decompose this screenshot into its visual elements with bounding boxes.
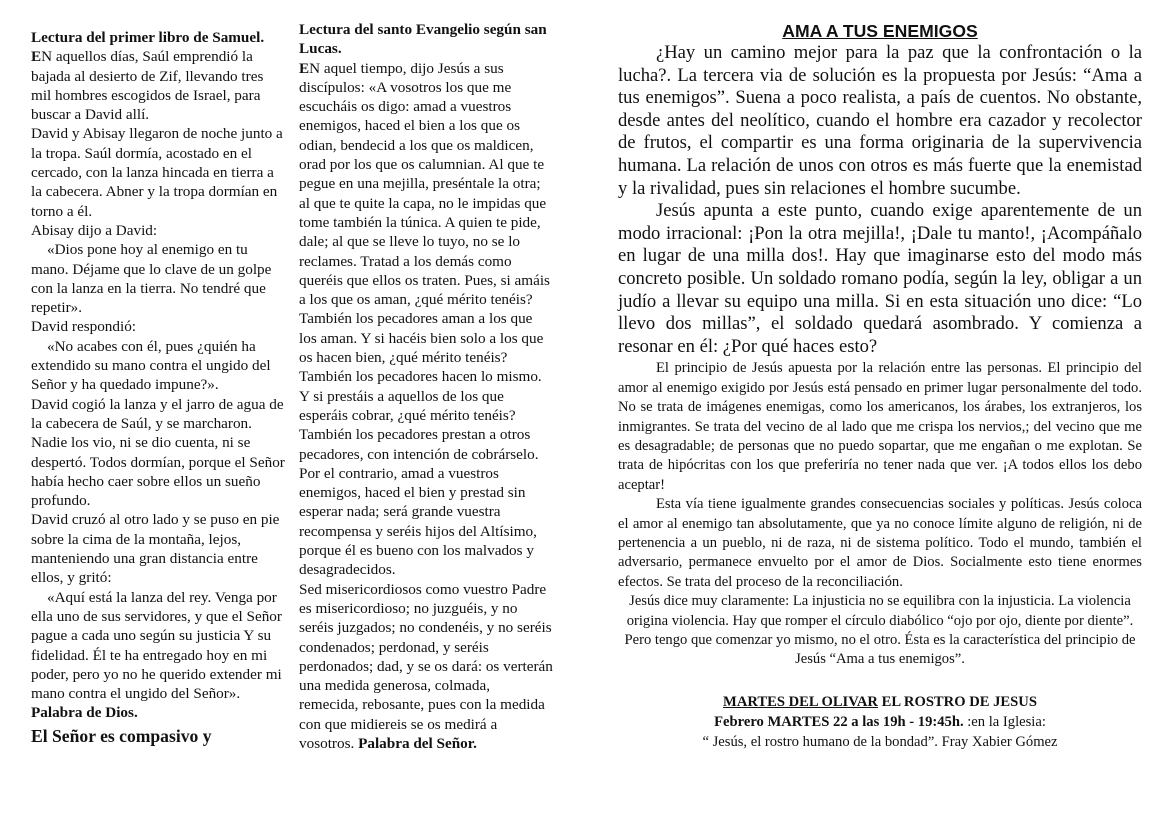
first-reading-paragraph: Abisay dijo a David: [31,221,158,239]
reflection-paragraph: ¿Hay un camino mejor para la paz que la confrontación o la lucha?. La tercera via de solución es la propuesta por Jesús: “Ama a tus enemigos”. Suena a poco realista, a país de cuentos. No obstante, desde antes del neolítico, cuando el hombre era cazador y recolector de frutos, el compartir es una forma originaria de la supervivencia humana. La relación de unos con otros es más fuerte que la enemistad y la rivalidad, pues sin relaciones el hombre sucumbe. [618,42,1142,199]
reflection-paragraph: Esta vía tiene igualmente grandes consecuencias sociales y políticas. Jesús coloca el amor al enemigo tan absolutamente, que ya no conoce límite alguno de religión, ni de pertenencia a un pueblo, ni de raza, ni de sistema político. Todo el mundo, también el adversario, permanece envuelto por el amor de Dios. Socialmente esto tiene enormes efectos. Se trata del proceso de la reconciliación. [618,496,1142,590]
first-reading-paragraph: David cruzó al otro lado y se puso en pie sobre la cima de la montaña, lejos, manteniendo una gran distancia entre ellos, y gritó: [31,511,280,587]
event-talk: “ Jesús, el rostro humano de la bondad”. Fray Xabier Gómez [702,733,1058,750]
gospel-title: Lectura del santo Evangelio según san Lucas. [299,21,547,58]
reflection-paragraph: El principio de Jesús apuesta por la relación entre las personas. El principio del amor al enemigo exigido por Jesús está pensado en primer lugar personalmente del todo. No se trata de imágenes enemigas, como los americanos, los árabes, los extranjeros, los inmigrantes. Se trata del vecino de al lado que me crispa los nervios,; del vecino que me es desagradable; de personas que no puedo sopartar, que me engañan o me explotan. Se trata de hipócritas con los que preferiría no tener nada que ver. ¡A todos ellos los debo aceptar! [618,360,1142,493]
gospel-column [299,20,553,753]
first-reading-quote: «No acabes con él, pues ¿quién ha extendido su mano contra el ungido del Señor y ha quedado impune?». [31,337,271,394]
gospel-paragraph: Y si prestáis a aquellos de los que esperáis cobrar, ¿qué mérito tenéis? También los pecadores prestan a otros pecadores, con intención de cobrárselo. [299,387,539,463]
reflection-intro [618,42,1142,358]
gospel-paragraph: EN aquel tiempo, dijo Jesús a sus discípulos: «A vosotros los que me escucháis os digo: amad a vuestros enemigos, haced el bien a los que os odian, bendecid a los que os maldicen, orad por los que os calumnian. Al que te pegue en una mejilla, preséntale la otra; al que te quite la capa, no le impidas que tome también la túnica. A quien te pide, dale; al que se lleve lo tuyo, no se lo reclames. Tratad a los demás como queréis que ellos os traten. Pues, si amáis a los que os aman, ¿qué mérito tenéis? También los pecadores aman a los que los aman. Y si hacéis bien solo a los que os hacen bien, ¿qué mérito tenéis? También los pecadores hacen lo mismo. [299,59,550,386]
event-announcement [618,692,1142,752]
first-reading-paragraph: David respondió: [31,318,137,336]
first-reading-quote: «Dios pone hoy al enemigo en tu mano. Déjame que lo clave de un golpe con la lanza en la tierra. No tendré que repetir». [31,241,272,317]
gospel-closing: Palabra del Señor. [358,734,477,752]
first-reading-column [31,28,287,747]
first-reading-paragraph: David cogió la lanza y el jarro de agua de la cabecera de Saúl, y se marcharon. Nadie los vio, ni se dio cuenta, ni se despertó. Todos dormían, porque el Señor había hecho caer sobre ellos un sueño profundo. [31,395,285,510]
psalm-response: El Señor es compasivo y [31,725,212,746]
reflection-body [618,359,1142,592]
first-reading-title: Lectura del primer libro de Samuel. [31,29,265,46]
reflection-column [618,20,1142,752]
first-reading-quote: «Aquí está la lanza del rey. Venga por ella uno de sus servidores, y que el Señor pague a cada uno según su justicia Y su fidelidad. Él te ha entregado hoy en mi poder, pero yo no he querido extender mi mano contra el ungido del Señor». Palabra de Dios. [31,588,282,722]
gospel-paragraph: Sed misericordiosos como vuestro Padre es misericordioso; no juzguéis, y no seréis juzgados; no condenéis, y no seréis condenados; perdonad, y seréis perdonados; dad, y se os dará: os verterán una medida generosa, colmada, remecida, rebosante, pues con la medida con que midiereis se os medirá a vosotros. Palabra del Señor. [299,580,553,752]
gospel-paragraph: Por el contrario, amad a vuestros enemigos, haced el bien y prestad sin esperar nada; será grande vuestra recompensa y seréis hijos del Altísimo, porque él es bueno con los malvados y desagradecidos. [299,464,537,579]
reflection-paragraph: Jesús apunta a este punto, cuando exige aparentemente de un modo irracional: ¡Pon la otra mejilla!, ¡Dale tu manto!, ¡Acompáñalo en lugar de una milla dos!. Hay que imaginarse esto del modo más concreto posible. Un soldado romano podía, según la ley, obligar a un judío a llevar su equipo una milla. Si en esta situación uno dice: “Lo llevo dos millas”, el soldado quedará asombrado. Y comienza a resonar en él: ¿Por qué haces esto? [618,200,1142,357]
reflection-centered-paragraph: Jesús dice muy claramente: La injusticia no se equilibra con la injusticia. La violencia origina violencia. Hay que romper el círculo diabólico “ojo por ojo, diente por diente”. Pero tengo que comenzar yo mismo, no el otro. Ésta es la característica del principio de Jesús “Ama a tus enemigos”. [624,593,1136,668]
event-title: MARTES DEL OLIVAR EL ROSTRO DE JESUS [723,693,1037,710]
reflection-title: AMA A TUS ENEMIGOS [782,21,978,41]
first-reading-paragraph: EN aquellos días, Saúl emprendió la bajada al desierto de Zif, llevando tres mil hombres escogidos de Israel, para buscar a David allí. [31,48,264,124]
event-date: Febrero MARTES 22 a las 19h - 19:45h. :en la Iglesia: [714,713,1046,730]
first-reading-paragraph: David y Abisay llegaron de noche junto a la tropa. Saúl dormía, acostado en el cercado, con la lanza hincada en tierra a la cabecera. Abner y la tropa dormían en torno a él. [31,125,283,220]
drop-letter: E [299,59,310,77]
drop-letter: E [31,48,42,66]
first-reading-closing: Palabra de Dios. [31,704,138,722]
